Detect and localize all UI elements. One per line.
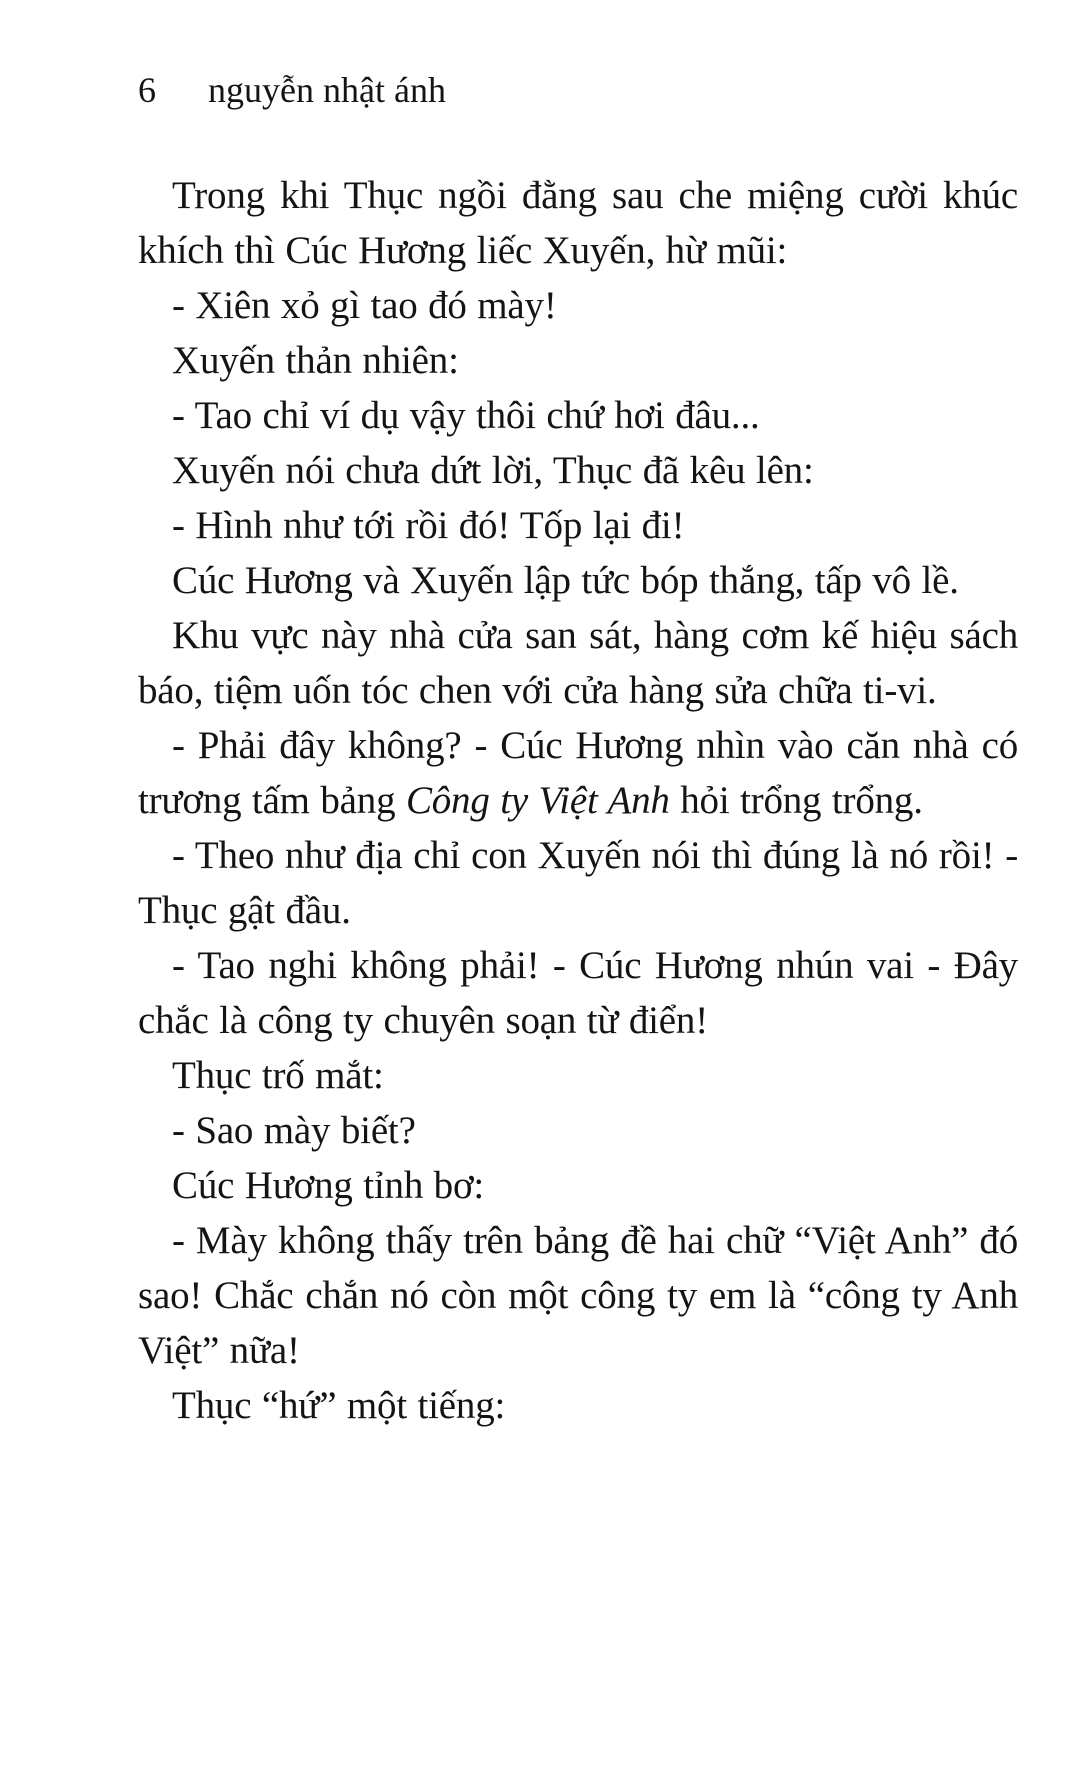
paragraph-segment: - Phải đây không? - Cúc Hương nhìn vào căn nhà có trương tấm bảng [138, 724, 1018, 822]
paragraph: Cúc Hương và Xuyến lập tức bóp thắng, tấp vô lề. [172, 559, 959, 602]
paragraph: Thục trố mắt: [172, 1054, 384, 1097]
paragraph: Xuyến thản nhiên: [172, 339, 459, 382]
paragraph: Xuyến nói chưa dứt lời, Thục đã kêu lên: [172, 449, 814, 492]
paragraph: - Hình như tới rồi đó! Tốp lại đi! [172, 504, 685, 547]
paragraph: - Theo như địa chỉ con Xuyến nói thì đúng là nó rồi! - Thục gật đầu. [138, 834, 1018, 932]
paragraph-segment: hỏi trổng trổng. [669, 779, 923, 822]
paragraph: Khu vực này nhà cửa san sát, hàng cơm kế hiệu sách báo, tiệm uốn tóc chen với cửa hàng sửa chữa ti-vi. [138, 614, 1018, 712]
paragraph: - Xiên xỏ gì tao đó mày! [172, 284, 557, 327]
paragraph: - Mày không thấy trên bảng đề hai chữ “Việt Anh” đó sao! Chắc chắn nó còn một công ty em là “công ty Anh Việt” nữa! [138, 1219, 1018, 1372]
paragraph: - Tao nghi không phải! - Cúc Hương nhún vai - Đây chắc là công ty chuyên soạn từ điển! [138, 944, 1018, 1042]
paragraph: Thục “hứ” một tiếng: [172, 1384, 506, 1427]
running-header [138, 68, 1018, 112]
body-text [138, 168, 1018, 1433]
page-number: 6 [138, 70, 156, 110]
paragraph: Trong khi Thục ngồi đằng sau che miệng cười khúc khích thì Cúc Hương liếc Xuyến, hừ mũi: [138, 174, 1018, 272]
paragraph: Cúc Hương tỉnh bơ: [172, 1164, 485, 1207]
paragraph: - Sao mày biết? [172, 1109, 416, 1152]
author-name: nguyễn nhật ánh [208, 70, 446, 110]
paragraph [138, 718, 1018, 828]
paragraph: - Tao chỉ ví dụ vậy thôi chứ hơi đâu... [172, 394, 760, 437]
paragraph-segment-italic: Công ty Việt Anh [405, 779, 670, 822]
